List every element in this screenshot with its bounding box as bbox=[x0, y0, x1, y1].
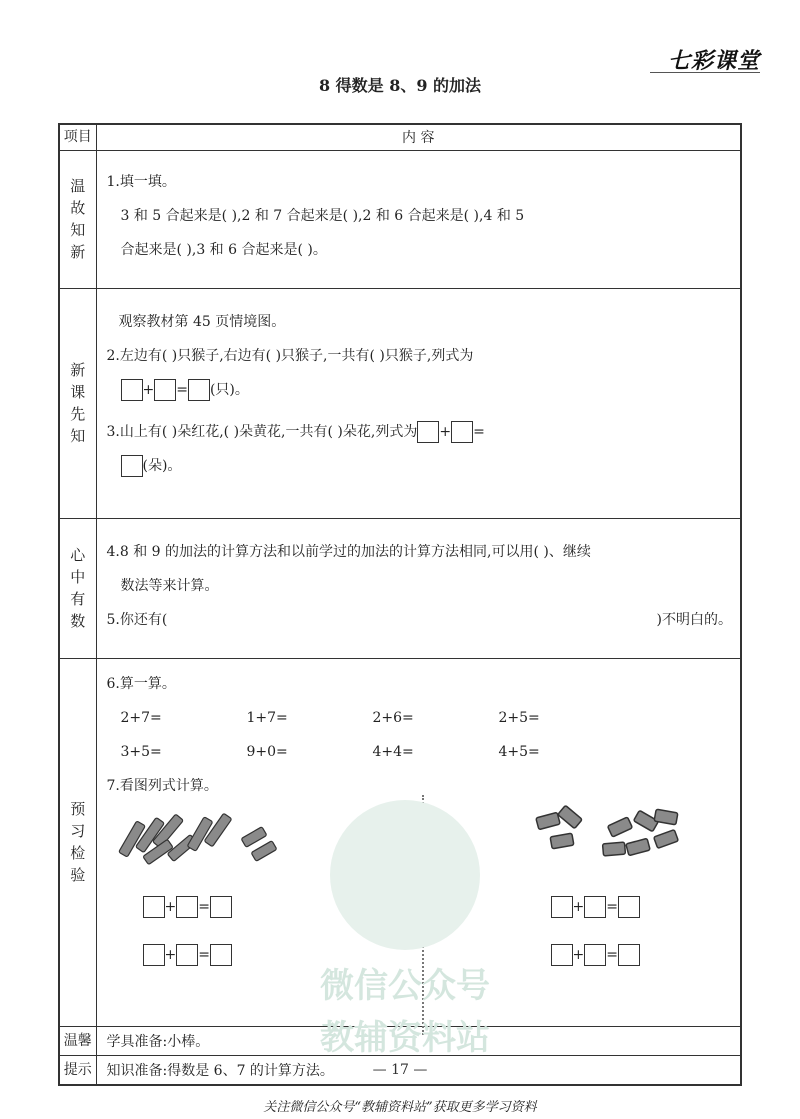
page-number: — 17 — bbox=[372, 1062, 428, 1078]
q3-line-1: 3.山上有( )朵红花,( )朵黄花,一共有( )朵花,列式为 + = bbox=[107, 415, 733, 449]
answer-box[interactable] bbox=[618, 896, 640, 918]
q7-title: 7.看图列式计算。 bbox=[106, 777, 218, 794]
answer-box[interactable] bbox=[417, 421, 439, 443]
left-equation-1: + = bbox=[143, 895, 232, 919]
q1-line-1: 3 和 5 合起来是( ),2 和 7 合起来是( ),2 和 6 合起来是( ),4 和 5 bbox=[120, 207, 525, 224]
q3-equation: (朵)。 bbox=[107, 449, 733, 483]
answer-box[interactable] bbox=[551, 896, 573, 918]
watermark bbox=[300, 800, 510, 1064]
calc-item: 9+0= bbox=[246, 743, 288, 760]
section-mind bbox=[96, 518, 741, 658]
section-label-review: 温故知新 bbox=[59, 150, 96, 288]
answer-box[interactable] bbox=[121, 379, 143, 401]
q4-line-1: 4.8 和 9 的加法的计算方法和以前学过的加法的计算方法相同,可以用( )、继续 bbox=[106, 543, 591, 560]
calc-item: 2+7= bbox=[120, 709, 162, 726]
header-content-cell: 内 容 bbox=[96, 124, 741, 150]
calc-item: 4+4= bbox=[372, 743, 414, 760]
q2-equation: + = (只)。 bbox=[107, 373, 733, 407]
section-label-tips-top: 温馨 bbox=[59, 1026, 96, 1055]
answer-box[interactable] bbox=[584, 944, 606, 966]
answer-box[interactable] bbox=[176, 944, 198, 966]
watermark-logo-icon bbox=[330, 800, 480, 950]
answer-box[interactable] bbox=[121, 455, 143, 477]
answer-box[interactable] bbox=[143, 896, 165, 918]
calc-row-1 bbox=[107, 701, 733, 735]
answer-box[interactable] bbox=[210, 944, 232, 966]
calc-item: 2+5= bbox=[498, 709, 540, 726]
answer-box[interactable] bbox=[188, 379, 210, 401]
answer-box[interactable] bbox=[143, 944, 165, 966]
section-label-mind: 心中有数 bbox=[59, 518, 96, 658]
calc-item: 4+5= bbox=[498, 743, 540, 760]
answer-box[interactable] bbox=[210, 896, 232, 918]
calc-item: 3+5= bbox=[120, 743, 162, 760]
q4-line-2: 数法等来计算。 bbox=[120, 577, 219, 594]
q1-title: 1.填一填。 bbox=[106, 173, 176, 190]
q5-line: 5.你还有( )不明白的。 bbox=[106, 611, 732, 628]
stick-bundle-right bbox=[535, 805, 678, 856]
tips-line-1: 学具准备:小棒。 bbox=[96, 1026, 741, 1055]
section-review bbox=[96, 150, 741, 288]
observe-intro: 观察教材第 45 页情境图。 bbox=[118, 313, 286, 330]
section-label-tips-bottom: 提示 bbox=[59, 1055, 96, 1085]
calc-item: 1+7= bbox=[246, 709, 288, 726]
q2-line-1: 2.左边有( )只猴子,右边有( )只猴子,一共有( )只猴子,列式为 bbox=[106, 347, 474, 364]
page-title: 8 得数是 8、9 的加法 bbox=[318, 76, 482, 95]
section-preview bbox=[96, 288, 741, 518]
left-equation-2: + = bbox=[143, 943, 232, 967]
right-equation-2: + = bbox=[551, 943, 640, 967]
calc-row-2 bbox=[107, 735, 733, 769]
stick-bundle-left bbox=[118, 813, 276, 864]
section-label-check: 预习检验 bbox=[59, 658, 96, 1026]
calc-item: 2+6= bbox=[372, 709, 414, 726]
answer-box[interactable] bbox=[451, 421, 473, 443]
watermark-line-2: 教辅资料站 bbox=[320, 1018, 490, 1058]
q1-line-2: 合起来是( ),3 和 6 合起来是( )。 bbox=[120, 241, 327, 258]
footer-note: 关注微信公众号“教辅资料站”获取更多学习资料 bbox=[263, 1100, 537, 1115]
header-item-cell: 项目 bbox=[59, 124, 96, 150]
q6-title: 6.算一算。 bbox=[106, 675, 176, 692]
brand-logo: 七彩课堂 bbox=[667, 49, 760, 74]
answer-box[interactable] bbox=[551, 944, 573, 966]
watermark-line-1: 微信公众号 bbox=[320, 966, 490, 1006]
answer-box[interactable] bbox=[154, 379, 176, 401]
right-equation-1: + = bbox=[551, 895, 640, 919]
answer-box[interactable] bbox=[176, 896, 198, 918]
answer-box[interactable] bbox=[618, 944, 640, 966]
section-label-preview: 新课先知 bbox=[59, 288, 96, 518]
tips-line-2: 知识准备:得数是 6、7 的计算方法。 bbox=[96, 1055, 741, 1085]
answer-box[interactable] bbox=[584, 896, 606, 918]
